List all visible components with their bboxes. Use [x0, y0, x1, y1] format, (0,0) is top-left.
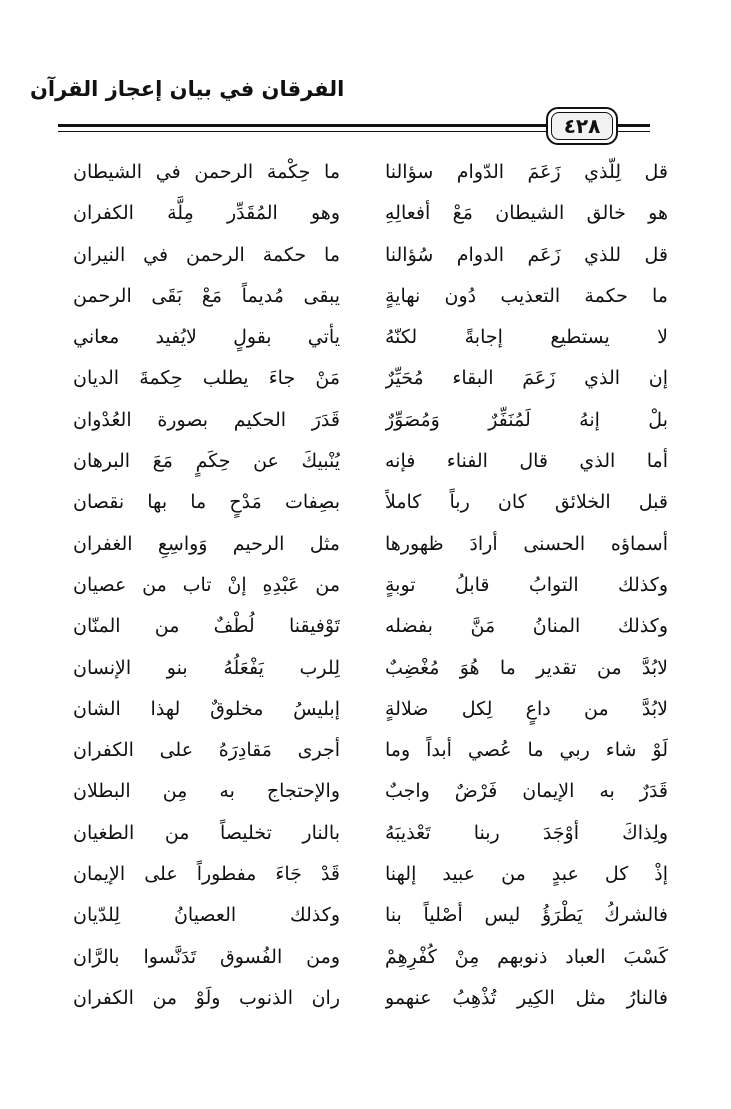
second-hemistich: أجرى مَقادِرَهُ على الكفران: [73, 739, 340, 762]
verse-line: [0, 771, 731, 812]
first-hemistich: أما الذي قال الفناء فإنه: [385, 450, 668, 473]
verse-line: [0, 235, 731, 276]
second-hemistich: يأتي بقولٍ لايُفيد معاني: [73, 326, 340, 349]
verse-line: [0, 937, 731, 978]
first-hemistich: فالشركُ يَطْرَؤُ ليس أصْلياً بنا: [385, 904, 668, 927]
verse-line: [0, 978, 731, 1019]
verse-line: [0, 400, 731, 441]
verse-line: [0, 193, 731, 234]
first-hemistich: فالنارُ مثل الكِير تُذْهِبُ عنهمو: [385, 986, 668, 1009]
running-header-title: الفرقان في بيان إعجاز القرآن: [30, 77, 345, 101]
second-hemistich: مَنْ جاءَ يطلب حِكمةَ الديان: [73, 367, 340, 390]
second-hemistich: من عَبْدِهِ إنْ تاب من عصيان: [73, 573, 340, 596]
second-hemistich: وكذلك العصيانُ لِلدّيان: [73, 904, 340, 927]
page-number: ٤٢٨: [551, 112, 613, 140]
verse-line: [0, 895, 731, 936]
second-hemistich: ما حكمة الرحمن في النيران: [73, 243, 340, 266]
second-hemistich: قَدْ جَاءَ مفطوراً على الإيمان: [73, 863, 340, 886]
second-hemistich: لِلرب يَفْعَلُهُ بنو الإنسان: [73, 656, 340, 679]
first-hemistich: ما حكمة التعذيب دُون نهايةٍ: [385, 284, 668, 307]
second-hemistich: بصِفات مَدْحٍ ما بها نقصان: [73, 491, 340, 514]
verse-line: [0, 276, 731, 317]
first-hemistich: كَسْبَ العباد ذنوبهم مِنْ كُفْرِهِمْ: [385, 945, 668, 968]
second-hemistich: ومن الفُسوق تَدَنَّسوا بالرَّان: [73, 945, 340, 968]
verse-line: [0, 730, 731, 771]
verse-line: [0, 524, 731, 565]
second-hemistich: والإحتجاج به مِن البطلان: [73, 780, 340, 803]
first-hemistich: قَدَرٌ به الإيمان فَرْضٌ واجبٌ: [385, 780, 668, 803]
verse-line: [0, 358, 731, 399]
first-hemistich: ولِذاكَ أوْجَدَ ربنا تَعْذيبَهُ: [385, 821, 668, 844]
verse-line: [0, 854, 731, 895]
second-hemistich: إبليسُ مخلوقٌ لهذا الشان: [73, 697, 340, 720]
second-hemistich: يبقى مُديماً مَعْ بَقَى الرحمن: [73, 284, 340, 307]
first-hemistich: لَوْ شاء ربي ما عُصي أبداً وما: [385, 739, 668, 762]
verse-line: [0, 152, 731, 193]
first-hemistich: لابُدَّ من تقدير ما هُوَ مُغْضِبٌ: [385, 656, 668, 679]
first-hemistich: قل للذي زَعَم الدوام سُؤالنا: [385, 243, 668, 266]
first-hemistich: هو خالق الشيطان مَعْ أفعالِهِ: [385, 202, 668, 225]
poem-body: [0, 152, 731, 1019]
second-hemistich: يُنْبيكَ عن حِكَمٍ مَعَ البرهان: [73, 450, 340, 473]
first-hemistich: وكذلك المنانُ مَنَّ بفضله: [385, 615, 668, 638]
second-hemistich: ما حِكْمة الرحمن في الشيطان: [73, 161, 340, 183]
first-hemistich: قل لِلّذي زَعَمَ الدّوام سؤالنا: [385, 161, 668, 183]
first-hemistich: وكذلك التوابُ قابلُ توبةٍ: [385, 573, 668, 596]
verse-line: [0, 565, 731, 606]
first-hemistich: إن الذي زَعَمَ البقاء مُحَيِّرٌ: [385, 367, 668, 390]
verse-line: [0, 813, 731, 854]
second-hemistich: وهو المُقَدِّر مِلَّة الكفران: [73, 202, 340, 225]
second-hemistich: بالنار تخليصاً من الطغيان: [73, 821, 340, 844]
first-hemistich: قبل الخلائق كان رباً كاملاً: [385, 491, 668, 514]
second-hemistich: ران الذنوب ولَوْ من الكفران: [73, 986, 340, 1009]
second-hemistich: مثل الرحيم وَواسِعِ الغفران: [73, 532, 340, 555]
verse-line: [0, 441, 731, 482]
verse-line: [0, 648, 731, 689]
second-hemistich: قَدَرَ الحكيم بصورة العُدْوان: [73, 408, 340, 431]
verse-line: [0, 482, 731, 523]
verse-line: [0, 606, 731, 647]
verse-line: [0, 317, 731, 358]
first-hemistich: لا يستطيع إجابةً لكنّهُ: [385, 326, 668, 349]
first-hemistich: لابُدَّ من داعٍ لِكل ضلالةٍ: [385, 697, 668, 720]
first-hemistich: أسماؤه الحسنى أرادَ ظهورها: [385, 532, 668, 555]
second-hemistich: تَوْفيقنا لُطْفٌ من المنّان: [73, 615, 340, 638]
first-hemistich: بلْ إنهُ لَمُنَفِّرٌ وَمُصَوِّرٌ: [385, 408, 668, 431]
verse-line: [0, 689, 731, 730]
first-hemistich: إذْ كل عبدٍ من عبيد إلهنا: [385, 863, 668, 886]
page-number-badge: [546, 107, 618, 145]
